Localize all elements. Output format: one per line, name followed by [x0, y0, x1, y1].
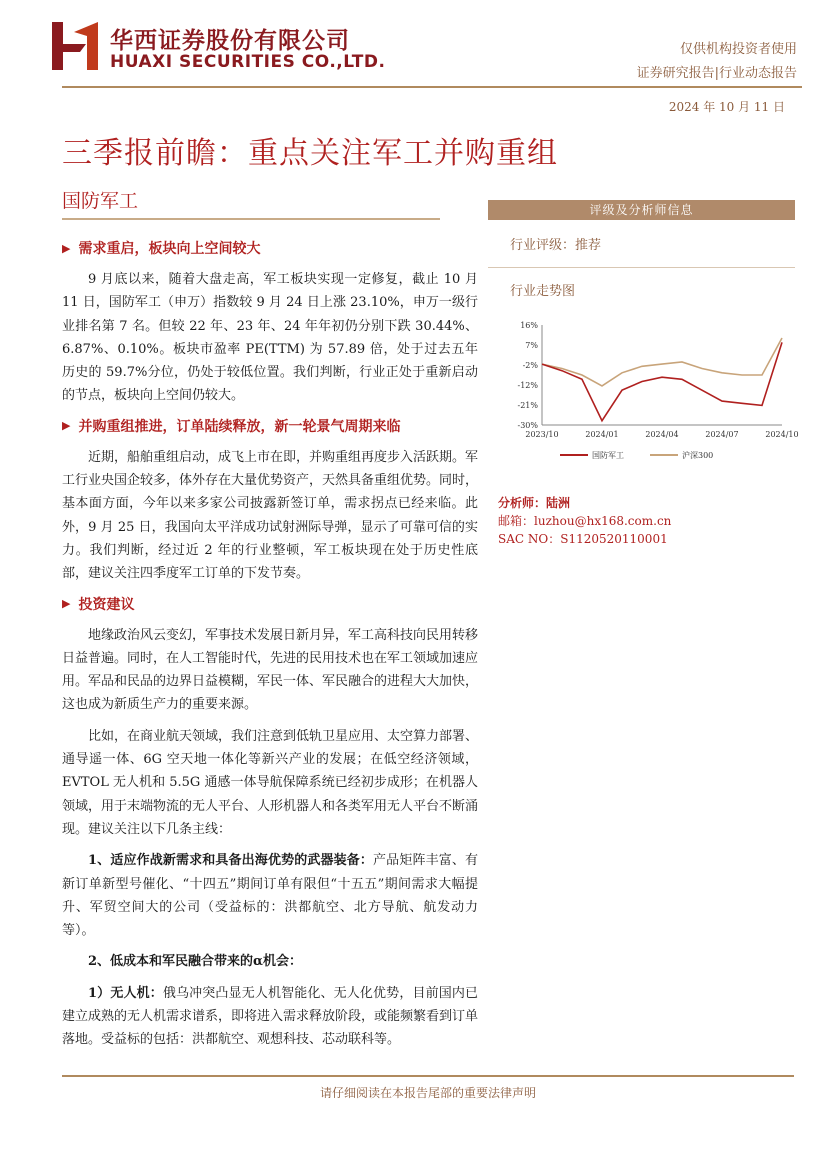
- analyst-info: [498, 494, 671, 548]
- paragraph: 地缘政治风云变幻，军事技术发展日新月异，军工高科技向民用转移日益普遍。同时，在人工智能时代，先进的民用技术也在军工领域加速应用。军品和民品的边界日益模糊，军民一体、军民融合的进程大大加快，这也成为新质生产力的重要来源。: [62, 627, 479, 713]
- company-logo-icon: [52, 22, 98, 70]
- industry-name: 国防军工: [62, 190, 139, 212]
- series-line: [542, 342, 782, 420]
- section-heading: ▶ 并购重组推进，订单陆续释放，新一轮景气周期来临: [62, 418, 401, 435]
- triangle-bullet-icon: ▶: [62, 241, 71, 255]
- x-tick-label: 2024/04: [645, 430, 679, 439]
- list-item: 1、适应作战新需求和具备出海优势的武器装备：产品矩阵丰富、有新订单新型号催化、“十四五”期间订单有限但“十五五”期间需求大幅提升、军贸空间大的公司（受益标的：洪都航空、北方导航、航发动力等）。: [62, 853, 478, 939]
- y-tick-label: 16%: [520, 321, 538, 330]
- x-tick-label: 2024/10: [765, 430, 799, 439]
- company-name-en: HUAXI SECURITIES CO.,LTD.: [110, 52, 386, 72]
- industry-rating: 行业评级：推荐: [510, 238, 602, 253]
- list-item: 1）无人机：俄乌冲突凸显无人机智能化、无人化优势，目前国内已建立成熟的无人机需求谱系，即将进入需求释放阶段，或能频繁看到订单落地。受益标的包括：洪都航空、观想科技、芯动联科等。: [62, 985, 479, 1048]
- triangle-bullet-icon: ▶: [62, 419, 71, 433]
- x-tick-label: 2024/01: [585, 430, 619, 439]
- page-title: 三季报前瞻：重点关注军工并购重组: [62, 136, 558, 171]
- triangle-bullet-icon: ▶: [62, 597, 71, 611]
- footer-divider: [62, 1075, 794, 1077]
- series-line: [542, 338, 782, 386]
- sidebar-divider: [488, 267, 795, 268]
- section-heading: ▶ 需求重启，板块向上空间较大: [62, 241, 261, 257]
- analyst-name: 分析师：陆洲: [498, 496, 571, 510]
- industry-divider: [62, 218, 440, 220]
- paragraph: 9 月底以来，随着大盘走高，军工板块实现一定修复，截止 10 月 11 日，国防军工（申万）指数较 9 月 24 日上涨 23.10%，申万一级行业排名第 7 名。但较 22 年、23 年、24 年年初仍分别下跌 30.44%、6.87%、0.10%。板块市盈率 PE(TTM) 为 57.89 倍，处于过去五年历史的 59.7%分位，仍处于较低位置。我们判断，行业正处于重新启动的节点，板块向上空间仍较大。: [62, 272, 478, 404]
- trend-chart: [500, 313, 799, 473]
- audience-tag: 仅供机构投资者使用: [679, 42, 797, 57]
- report-type-tag: 证券研究报告|行业动态报告: [636, 66, 797, 81]
- x-tick-label: 2023/10: [525, 430, 559, 439]
- company-name-cn: 华西证券股份有限公司: [110, 28, 350, 54]
- paragraph: 比如，在商业航天领域，我们注意到低轨卫星应用、太空算力部署、通导遥一体、6G 空天地一体化等新兴产业的发展；在低空经济领域，EVTOL 无人机和 5.5G 通感一体导航保障系统已经初步成形；在机器人领域，用于末端物流的无人平台、人形机器人和各类军用无人平台不断涌现。建议关注以下几条主线：: [62, 728, 479, 837]
- legend-label: 沪深300: [682, 451, 714, 460]
- y-tick-label: -30%: [517, 421, 538, 430]
- main-content: [62, 230, 478, 1060]
- footer-disclaimer: 请仔细阅读在本报告尾部的重要法律声明: [319, 1086, 536, 1100]
- sidebar: [488, 200, 799, 477]
- y-tick-label: -21%: [517, 401, 538, 410]
- header-divider: [62, 86, 802, 88]
- analyst-sac: SAC NO：S1120520110001: [498, 532, 668, 546]
- y-tick-label: 7%: [525, 341, 538, 350]
- y-tick-label: -12%: [517, 381, 538, 390]
- paragraph: 近期，船舶重组启动，成飞上市在即，并购重组再度步入活跃期。军工行业央国企较多，体外存在大量优势资产，天然具备重组优势。同时，基本面方面，今年以来多家公司披露新签订单，需求拐点已经来临。此外，9 月 25 日，我国向太平洋成功试射洲际导弹，显示了可靠可信的实力。我们判断，经过近 2 年的行业整顿，军工板块现在处于历史性底部，建议关注四季度军工订单的下发节奏。: [62, 449, 479, 582]
- analyst-email: 邮箱：luzhou@hx168.com.cn: [498, 514, 672, 528]
- report-date: 2024 年 10 月 11 日: [668, 100, 785, 114]
- sidebar-header: 评级及分析师信息: [488, 200, 795, 220]
- legend-label: 国防军工: [592, 451, 624, 460]
- list-item: 2、低成本和军民融合带来的α机会：: [88, 954, 303, 970]
- trend-chart-title: 行业走势图: [510, 284, 576, 299]
- section-heading: ▶ 投资建议: [62, 596, 135, 613]
- y-tick-label: -2%: [522, 361, 538, 370]
- x-tick-label: 2024/07: [705, 430, 739, 439]
